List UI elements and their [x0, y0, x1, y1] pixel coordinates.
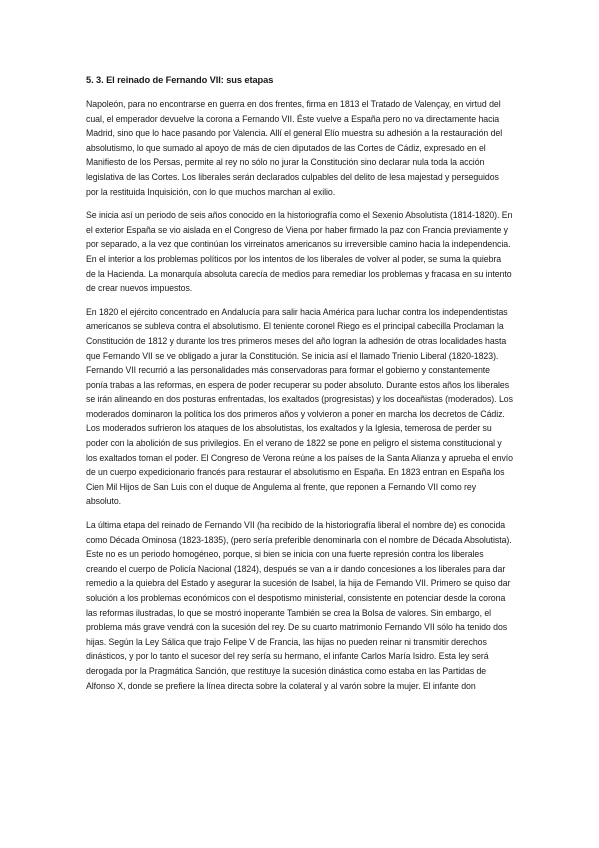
paragraph-3: En 1820 el ejército concentrado en Andalucía para salir hacia América para luchar contra los independentistas americanos se subleva contra el absolutismo. El teniente coronel Riego es el principal cabecilla Proclaman la Constitución de 1812 y durante los tres primeros meses del año logran la adhesión de otras localidades hasta que Fernando VII se ve obligado a jurar la Constitución. Se inicia así el llamado Trienio Liberal (1820-1823). Fernando VII recurrió a las personalidades más conservadoras para formar el gobierno y constantemente ponía trabas a las reformas, en espera de poder recuperar su poder absoluto. Durante estos años los liberales se irán alineando en dos posturas enfrentadas, los exaltados (progresistas) y los doceañistas (moderados). Los moderados dominaron la política los dos primeros años y volvieron a poner en marcha los decretos de Cádiz. Los moderados sufrieron los ataques de los absolutistas, los exaltados y la Iglesia, temerosa de perder su poder con la abolición de sus privilegios. En el verano de 1822 se pone en peligro el sistema constitucional y los exaltados toman el poder. El Congreso de Verona reúne a los países de la Santa Alianza y aprueba el envío de un cuerpo expedicionario francés para restaurar el absolutismo en España. En 1823 entran en España los Cien Mil Hijos de San Luis con el duque de Angulema al frente, que reponen a Fernando VII como rey absoluto. — [86, 306, 513, 507]
section-heading: 5. 3. El reinado de Fernando VII: sus etapas — [86, 75, 274, 85]
paragraph-2: Se inicia así un periodo de seis años conocido en la historiografía como el Sexenio Absolutista (1814-1820). En el exterior España se vio aislada en el Congreso de Viena por haber firmado la paz con Francia previamente y por separado, a la vez que continúan los virreinatos americanos su irreversible camino hacia la independencia. En el interior a los problemas políticos por los intentos de los liberales de volver al poder, se suma la quiebra de la Hacienda. La monarquía absoluta carecía de medios para remediar los problemas y fracasa en su intento de crear nuevos impuestos. — [86, 210, 513, 294]
paragraph-4: La última etapa del reinado de Fernando VII (ha recibido de la historiografía liberal el nombre de) es conocida como Década Ominosa (1823-1835), (pero sería preferible denominarla con el nombre de Década Absolutista). Este no es un periodo homogéneo, porque, si bien se inicia con una fuerte represión contra los liberales creando el cuerpo de Policía Nacional (1824), después se van a ir dando concesiones a los liberales para dar remedio a la quiebra del Estado y asegurar la sucesión de Isabel, la hija de Fernando VII. Primero se quiso dar solución a los problemas económicos con el despotismo ministerial, consistente en potenciar desde la corona las reformas ilustradas, lo que se mostró inoperante También se crea la Bolsa de valores. Sin embargo, el problema más grave vendrá con la sucesión del rey. De su cuarto matrimonio Fernando VII sólo ha tenido dos hijas. Según la Ley Sálica que trajo Felipe V de Francia, las hijas no pueden reinar ni transmitir derechos dinásticos, y por lo tanto el sucesor del rey sería su hermano, el infante Carlos María Isidro. Esta ley será derogada por la Pragmática Sanción, que restituye la sucesión dinástica como estaba en las Partidas de Alfonso X, donde se prefiere la línea directa sobre la colateral y al varón sobre la mujer. El infante don — [86, 520, 512, 691]
paragraph-1: Napoleón, para no encontrarse en guerra en dos frentes, firma en 1813 el Tratado de Valençay, en virtud del cual, el emperador devuelve la corona a Fernando VII. Éste vuelve a España pero no va directamente hacia Madrid, sino que lo hace pasando por Valencia. Allí el general Elío muestra su adhesión a la restauración del absolutismo, lo que sumado al apoyo de más de cien diputados de las Cortes de Cádiz, expresado en el Manifiesto de los Persas, permite al rey no sólo no jurar la Constitución sino declarar nula toda la acción legislativa de las Cortes. Los liberales serán declarados culpables del delito de lesa majestad y perseguidos por la restituida Inquisición, con lo que muchos marchan al exilio. — [86, 99, 503, 197]
